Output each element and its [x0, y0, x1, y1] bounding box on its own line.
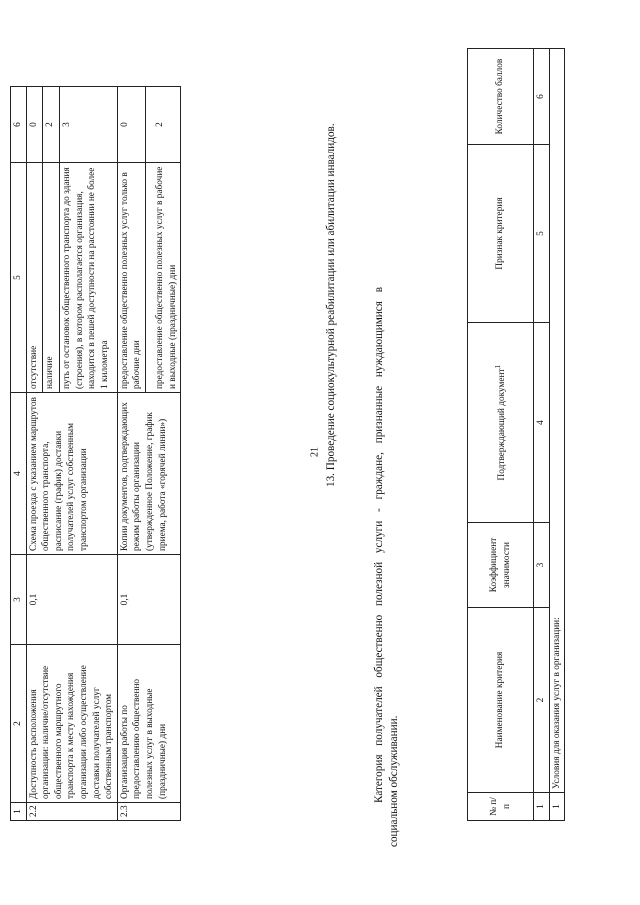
row-text: Условия для оказания услуг в организации:: [549, 49, 565, 793]
index-1: 1: [534, 793, 550, 821]
footnote-marker: 1: [493, 364, 503, 369]
criterion-name: Доступность расположения организации: наличие/отсутствие общественного маршрутного транспорта к месту нахождения организации либо осуществление доставки получателей услуг собственным транспортом: [26, 645, 117, 803]
header-num: № п/п: [468, 793, 534, 821]
supporting-document: Схема проезда с указанием маршрутов общественного транспорта, расписание (график) доставки получателей услуг собственным транспортом организации: [26, 393, 117, 555]
col-header-4: 4: [11, 393, 27, 555]
table-header-row: [11, 87, 27, 821]
table-row: [549, 49, 565, 821]
header-document: [468, 323, 534, 523]
criterion-sign: путь от остановок общественного транспорта до здания (строения), в котором располагается организация, находится в пешей доступности на расстоянии не более 1 километра: [60, 163, 118, 393]
col-header-1: 1: [11, 803, 27, 821]
header-score: Количество баллов: [468, 49, 534, 145]
index-2: 2: [534, 608, 550, 793]
table-row: [26, 87, 43, 821]
row-number: 1: [549, 793, 565, 821]
col-header-3: 3: [11, 555, 27, 645]
criteria-table-section-13: [467, 48, 565, 821]
col-header-5: 5: [11, 163, 27, 393]
score: 2: [43, 87, 60, 163]
criterion-sign: предоставление общественно полезных услуг в рабочие и выходные (праздничные) дни: [145, 163, 180, 393]
header-document-text: Подтверждающий документ: [497, 368, 508, 481]
criterion-sign: наличие: [43, 163, 60, 393]
supporting-document: Копии документов, подтверждающих режим работы организации (утвержденное Положение, график приема, работа «горячей линии»): [117, 393, 180, 555]
col-header-2: 2: [11, 645, 27, 803]
header-criterion-name: Наименование критерия: [468, 608, 534, 793]
index-3: 3: [534, 523, 550, 608]
score: 0: [117, 87, 145, 163]
criteria-table-continued: [10, 86, 181, 821]
table-row: [117, 87, 145, 821]
row-number: 2.3: [117, 803, 180, 821]
table-index-row: [534, 49, 550, 821]
page-number: 21: [309, 447, 321, 457]
index-6: 6: [534, 49, 550, 145]
significance-coefficient: 0,1: [117, 555, 180, 645]
criterion-name: Организация работы по предоставлению общественно полезных услуг в выходные (праздничные) дни: [117, 645, 180, 803]
significance-coefficient: 0,1: [26, 555, 117, 645]
col-header-6: 6: [11, 87, 27, 163]
header-sign: Признак критерия: [468, 145, 534, 323]
index-4: 4: [534, 323, 550, 523]
score: 2: [145, 87, 180, 163]
row-number: 2.2: [26, 803, 117, 821]
score: 0: [26, 87, 43, 163]
index-5: 5: [534, 145, 550, 323]
section-heading: 13. Проведение социокультурной реабилитации или абилитации инвалидов.: [325, 123, 337, 487]
score: 3: [60, 87, 118, 163]
table-header-row: [468, 49, 534, 821]
criterion-sign: предоставление общественно полезных услуг только в рабочие дни: [117, 163, 145, 393]
category-paragraph: Категория получателей общественно полезной услуги - граждане, признанные нуждающимися в социальном обслуживании.: [373, 287, 400, 847]
criterion-sign: отсутствие: [26, 163, 43, 393]
header-coefficient: Коэффициент значимости: [468, 523, 534, 608]
